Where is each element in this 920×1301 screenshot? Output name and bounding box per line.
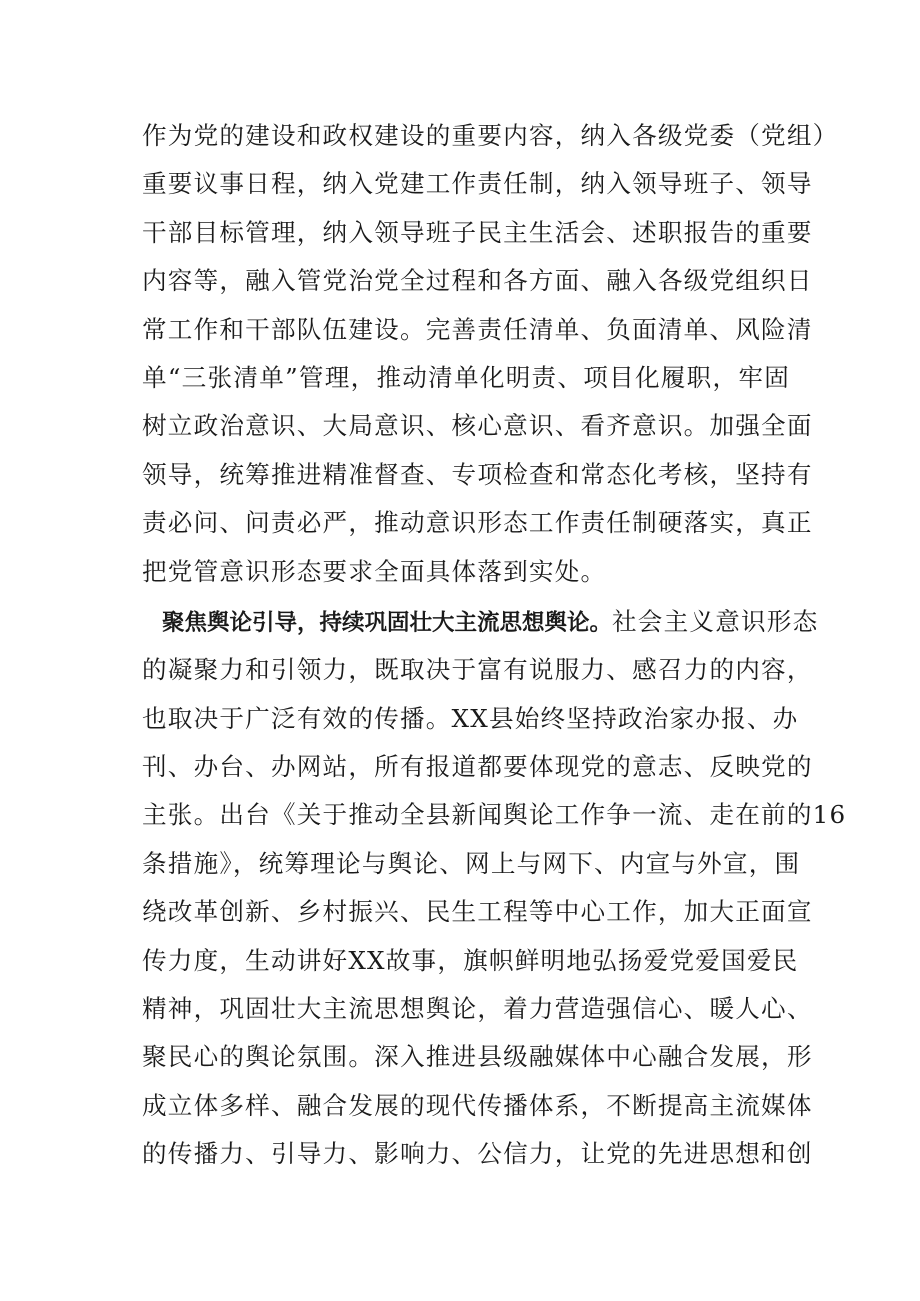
paragraph-heading-rest: 社会主义意识形态 (612, 606, 819, 636)
paragraph-line: 常工作和干部队伍建设。完善责任清单、负面清单、风险清 (142, 314, 813, 344)
paragraph-line: 主张。出台《关于推动全县新闻舆论工作争一流、走在前的16 (142, 800, 847, 830)
paragraph-line: 精神，巩固壮大主流思想舆论，着力营造强信心、暖人心、 (142, 994, 813, 1024)
paragraph-line: 内容等，融入管党治党全过程和各方面、融入各级党组织日 (142, 266, 813, 296)
paragraph-2 (142, 598, 847, 1179)
paragraph-line: 单“三张清单”管理，推动清单化明责、项目化履职，牢固 (142, 362, 790, 392)
paragraph-line: 成立体多样、融合发展的现代传播体系，不断提高主流媒体 (142, 1090, 813, 1120)
document-body (142, 112, 847, 1179)
paragraph-line: 把党管意识形态要求全面具体落到实处。 (142, 556, 607, 586)
paragraph-heading: 聚焦舆论引导，持续巩固壮大主流思想舆论。 (162, 609, 613, 636)
paragraph-line: 作为党的建设和政权建设的重要内容，纳入各级党委（党组） (142, 121, 839, 150)
paragraph-line: 聚民心的舆论氛围。深入推进县级融媒体中心融合发展，形 (142, 1042, 813, 1072)
paragraph-line: 的传播力、引导力、影响力、公信力，让党的先进思想和创 (142, 1139, 813, 1169)
paragraph-first-line (142, 598, 819, 646)
paragraph-line: 的凝聚力和引领力，既取决于富有说服力、感召力的内容， (142, 655, 813, 685)
paragraph-line: 责必问、问责必严，推动意识形态工作责任制硬落实，真正 (142, 508, 813, 538)
paragraph-line: 绕改革创新、乡村振兴、民生工程等中心工作，加大正面宣 (142, 897, 813, 927)
paragraph-line: 干部目标管理，纳入领导班子民主生活会、述职报告的重要 (142, 217, 813, 247)
paragraph-1 (142, 112, 839, 596)
paragraph-line: 领导，统筹推进精准督查、专项检查和常态化考核，坚持有 (142, 459, 813, 489)
paragraph-line: 树立政治意识、大局意识、核心意识、看齐意识。加强全面 (142, 411, 813, 441)
paragraph-line: 刊、办台、办网站，所有报道都要体现党的意志、反映党的 (142, 752, 813, 782)
paragraph-line: 也取决于广泛有效的传播。XX县始终坚持政治家办报、办 (142, 703, 799, 733)
paragraph-line: 传力度，生动讲好XX故事，旗帜鲜明地弘扬爱党爱国爱民 (142, 945, 799, 975)
paragraph-line: 条措施》，统筹理论与舆论、网上与网下、内宣与外宣，围 (142, 848, 801, 878)
paragraph-line: 重要议事日程，纳入党建工作责任制，纳入领导班子、领导 (142, 169, 813, 199)
